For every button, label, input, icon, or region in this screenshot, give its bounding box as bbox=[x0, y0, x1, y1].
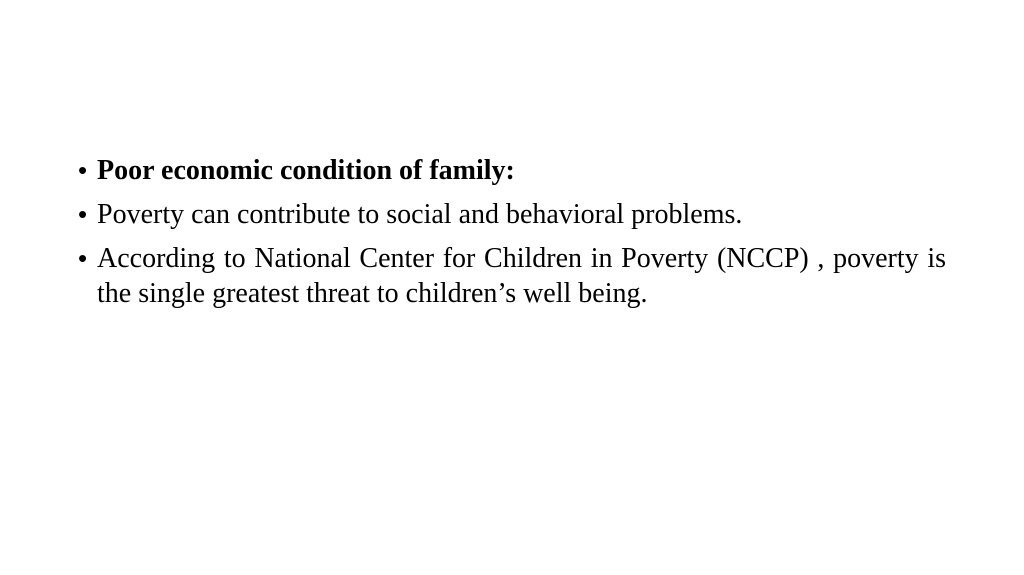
bullet-icon: • bbox=[78, 155, 88, 185]
bullet-icon: • bbox=[78, 243, 88, 273]
bullet-item-nccp bbox=[78, 241, 946, 311]
bullet-text: Poor economic condition of family: bbox=[97, 155, 515, 186]
bullet-text: Poverty can contribute to social and behavioral problems. bbox=[97, 199, 743, 230]
bullet-text: According to National Center for Children in Poverty (NCCP) , poverty is the single greatest threat to children’s well being. bbox=[97, 243, 946, 309]
bullet-icon: • bbox=[78, 199, 88, 229]
bullet-list bbox=[78, 153, 946, 320]
bullet-item-poverty bbox=[78, 197, 946, 232]
bullet-item-heading bbox=[78, 153, 946, 188]
